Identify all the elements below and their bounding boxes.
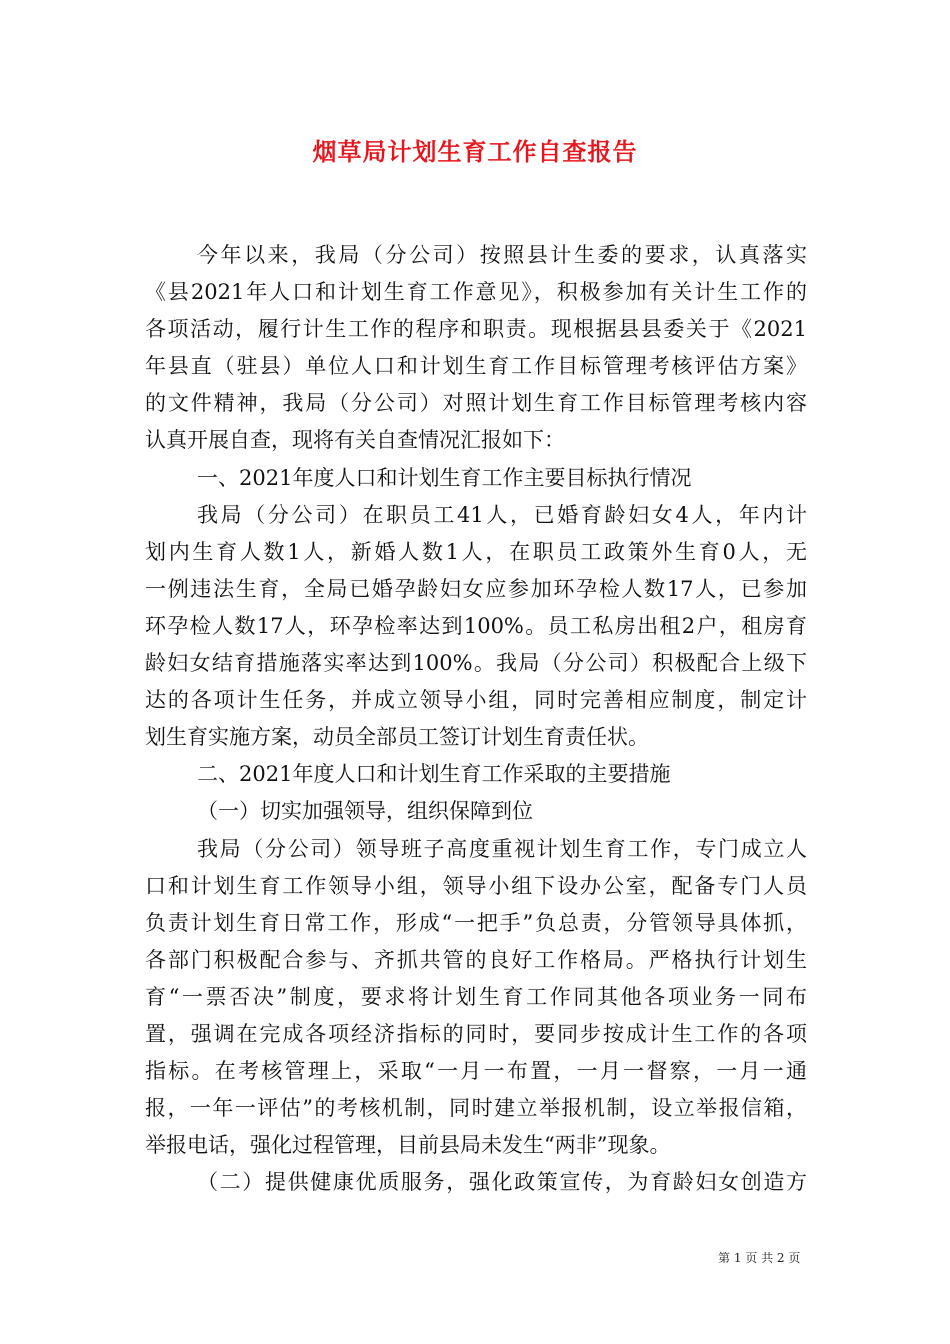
text-line: 《县2021年人口和计划生育工作意见》，积极参加有关计生工作的 bbox=[145, 280, 807, 305]
text-line: 龄妇女结育措施落实率达到100%。我局（分公司）积极配合上级下 bbox=[145, 651, 807, 676]
text-line: 划内生育人数1人，新婚人数1人，在职员工政策外生育0人，无 bbox=[145, 539, 807, 564]
text-line: （一）切实加强领导，组织保障到位 bbox=[197, 799, 533, 824]
text-line: 一、2021年度人口和计划生育工作主要目标执行情况 bbox=[197, 465, 692, 490]
text-line: 指标。在考核管理上，采取“一月一布置，一月一督察，一月一通 bbox=[145, 1059, 807, 1084]
text-line: 二、2021年度人口和计划生育工作采取的主要措施 bbox=[197, 762, 671, 787]
page-number: 第 1 页 共 2 页 bbox=[718, 1251, 801, 1265]
text-line: 年县直（驻县）单位人口和计划生育工作目标管理考核评估方案》 bbox=[145, 354, 807, 379]
text-line: 环孕检人数17人，环孕检率达到100%。员工私房出租2户，租房育 bbox=[145, 613, 807, 638]
text-line: 的文件精神，我局（分公司）对照计划生育工作目标管理考核内容 bbox=[145, 391, 807, 416]
text-line: 各项活动，履行计生工作的程序和职责。现根据县县委关于《2021 bbox=[145, 317, 807, 342]
text-line: 今年以来，我局（分公司）按照县计生委的要求，认真落实 bbox=[197, 243, 807, 267]
text-line: 划生育实施方案，动员全部员工签订计划生育责任状。 bbox=[145, 725, 649, 750]
document-body bbox=[145, 237, 807, 1201]
text-line: 我局（分公司）在职员工41人，已婚育龄妇女4人，年内计 bbox=[197, 502, 807, 527]
text-line: 置，强调在完成各项经济指标的同时，要同步按成计生工作的各项 bbox=[145, 1021, 807, 1046]
text-line: 口和计划生育工作领导小组，领导小组下设办公室，配备专门人员 bbox=[145, 873, 807, 898]
text-line: 负责计划生育日常工作，形成“一把手”负总责，分管领导具体抓， bbox=[145, 910, 807, 935]
text-line: 各部门积极配合参与、齐抓共管的良好工作格局。严格执行计划生 bbox=[145, 947, 807, 972]
document-title: 烟草局计划生育工作自查报告 bbox=[312, 137, 638, 166]
text-line: 一例违法生育，全局已婚孕龄妇女应参加环孕检人数17人，已参加 bbox=[145, 576, 807, 601]
text-line: 育“一票否决”制度，要求将计划生育工作同其他各项业务一同布 bbox=[145, 984, 807, 1009]
text-line: 报，一年一评估”的考核机制，同时建立举报机制，设立举报信箱， bbox=[145, 1096, 807, 1121]
text-line: 认真开展自查，现将有关自查情况汇报如下： bbox=[145, 428, 565, 453]
text-line: 我局（分公司）领导班子高度重视计划生育工作，专门成立人 bbox=[197, 836, 807, 861]
text-line: 举报电话，强化过程管理，目前县局未发生“两非”现象。 bbox=[145, 1133, 671, 1158]
text-line: 达的各项计生任务，并成立领导小组，同时完善相应制度，制定计 bbox=[145, 688, 807, 713]
text-line: （二）提供健康优质服务，强化政策宣传，为育龄妇女创造方 bbox=[197, 1170, 807, 1195]
